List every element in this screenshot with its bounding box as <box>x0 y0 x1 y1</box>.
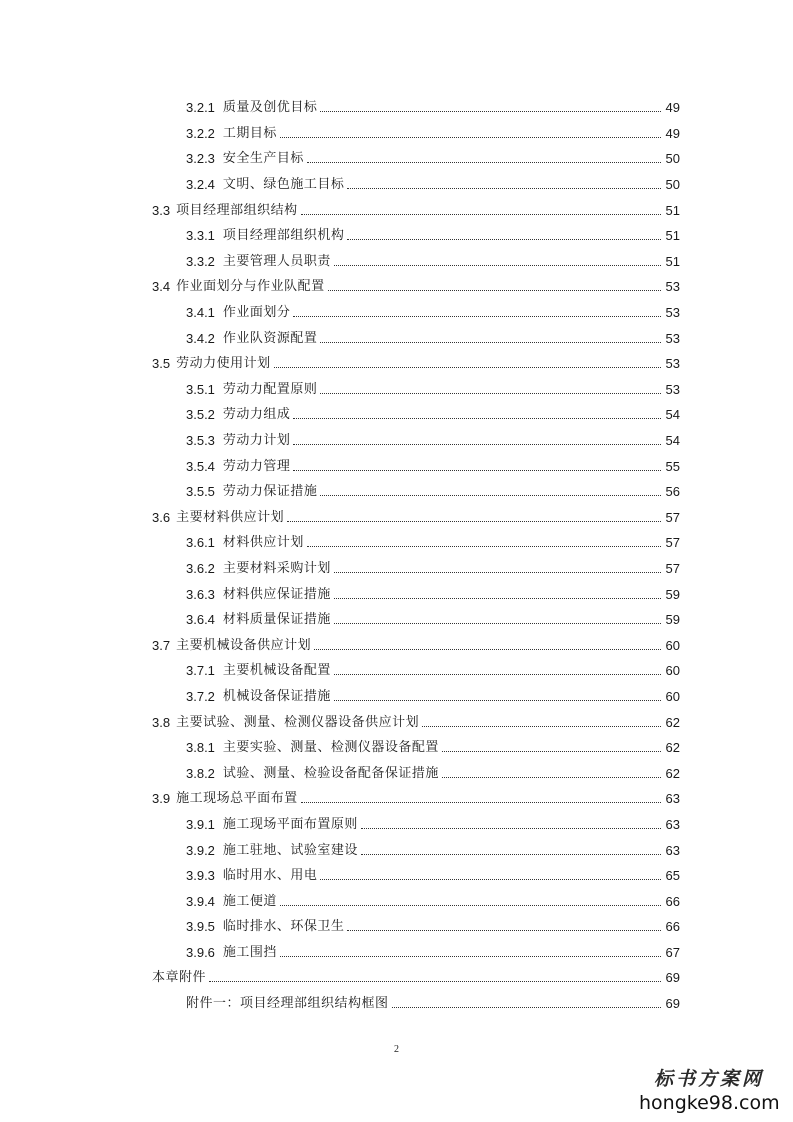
toc-entry-page: 49 <box>665 100 680 116</box>
toc-entry-number: 3.9.4 <box>186 893 215 909</box>
toc-entry-title: 作业面划分与作业队配置 <box>176 279 325 295</box>
toc-entry-page: 65 <box>665 868 680 884</box>
toc-entry-title: 项目经理部组织机构 <box>222 228 345 244</box>
toc-entry-page: 53 <box>665 305 680 321</box>
toc-entry-number: 3.5 <box>152 356 171 372</box>
toc-entry[interactable] <box>0 837 793 863</box>
dot-leader <box>301 802 661 803</box>
toc-entry-page: 51 <box>665 253 680 269</box>
toc-entry-page: 53 <box>665 279 680 295</box>
toc-entry-page: 69 <box>665 970 680 986</box>
toc-entry-number: 3.2.3 <box>186 151 215 167</box>
toc-entry-title: 施工围挡 <box>222 944 277 960</box>
toc-entry-title: 安全生产目标 <box>222 151 304 167</box>
toc-entry-title: 主要材料供应计划 <box>176 509 285 525</box>
toc-entry-number: 3.9.3 <box>186 868 215 884</box>
toc-entry-title: 主要管理人员职责 <box>222 253 331 269</box>
toc-entry-title: 本章附件 <box>152 970 207 986</box>
toc-entry-page: 57 <box>665 535 680 551</box>
toc-entry-page: 62 <box>665 765 680 781</box>
toc-entry-page: 51 <box>665 228 680 244</box>
toc-entry-title: 主要实验、测量、检测仪器设备配置 <box>222 740 439 756</box>
toc-entry[interactable] <box>0 428 793 454</box>
toc-entry-number: 3.2.1 <box>186 100 215 116</box>
dot-leader <box>328 290 661 291</box>
dot-leader <box>334 598 661 599</box>
toc-entry[interactable] <box>0 223 793 249</box>
toc-entry-page: 60 <box>665 637 680 653</box>
toc-entry[interactable] <box>0 914 793 940</box>
toc-entry-number: 3.2.2 <box>186 125 215 141</box>
toc-entry-page: 63 <box>665 842 680 858</box>
toc-entry-number: 3.9.6 <box>186 944 215 960</box>
dot-leader <box>347 188 661 189</box>
toc-entry-title: 劳动力管理 <box>222 458 291 474</box>
dot-leader <box>287 521 661 522</box>
toc-entry[interactable] <box>0 581 793 607</box>
dot-leader <box>320 879 661 880</box>
toc-entry-number: 3.5.4 <box>186 458 215 474</box>
watermark-url: hongke98.com <box>639 1092 780 1114</box>
dot-leader <box>422 726 661 727</box>
dot-leader <box>307 546 661 547</box>
dot-leader <box>392 1007 661 1008</box>
toc-entry[interactable] <box>0 888 793 914</box>
toc-entry-page: 57 <box>665 560 680 576</box>
toc-entry[interactable] <box>0 249 793 275</box>
toc-entry[interactable] <box>0 632 793 658</box>
dot-leader <box>320 111 661 112</box>
toc-entry-number: 3.6.2 <box>186 560 215 576</box>
toc-entry-title: 材料质量保证措施 <box>222 612 331 628</box>
dot-leader <box>334 674 661 675</box>
toc-entry-page: 69 <box>665 996 680 1012</box>
toc-entry[interactable] <box>0 965 793 991</box>
toc-entry-title: 作业面划分 <box>222 305 291 321</box>
toc-entry-title: 文明、绿色施工目标 <box>222 177 345 193</box>
toc-entry-page: 54 <box>665 407 680 423</box>
toc-entry-page: 60 <box>665 688 680 704</box>
toc-entry-title: 劳动力计划 <box>222 433 291 449</box>
toc-entry[interactable] <box>0 812 793 838</box>
toc-entry-number: 3.3 <box>152 202 171 218</box>
toc-entry-page: 53 <box>665 330 680 346</box>
watermark <box>639 1064 779 1114</box>
dot-leader <box>347 930 661 931</box>
watermark-title: 标书方案网 <box>653 1068 764 1090</box>
toc-entry[interactable] <box>0 786 793 812</box>
toc-entry[interactable] <box>0 607 793 633</box>
toc-entry-title: 材料供应保证措施 <box>222 586 331 602</box>
toc-entry[interactable] <box>0 684 793 710</box>
toc-entry-number: 3.9 <box>152 791 171 807</box>
toc-entry[interactable] <box>0 863 793 889</box>
toc-entry-number: 3.4.1 <box>186 305 215 321</box>
toc-entry-number: 3.6.1 <box>186 535 215 551</box>
toc-entry[interactable] <box>0 530 793 556</box>
dot-leader <box>320 393 661 394</box>
toc-entry[interactable] <box>0 274 793 300</box>
toc-entry-number: 3.6.3 <box>186 586 215 602</box>
toc-entry[interactable] <box>0 479 793 505</box>
dot-leader <box>293 444 661 445</box>
toc-entry-number: 3.5.3 <box>186 433 215 449</box>
dot-leader <box>301 214 661 215</box>
toc-entry-title: 施工现场平面布置原则 <box>222 816 358 832</box>
toc-entry[interactable] <box>0 121 793 147</box>
toc-entry-title: 主要试验、测量、检测仪器设备供应计划 <box>176 714 420 730</box>
toc-entry-number: 3.2.4 <box>186 177 215 193</box>
toc-entry[interactable] <box>0 300 793 326</box>
toc-entry-title: 临时排水、环保卫生 <box>222 919 345 935</box>
toc-entry-page: 50 <box>665 177 680 193</box>
dot-leader <box>274 367 661 368</box>
toc-entry[interactable] <box>0 402 793 428</box>
table-of-contents <box>0 95 793 1016</box>
dot-leader <box>320 342 661 343</box>
toc-entry-number: 3.3.1 <box>186 228 215 244</box>
dot-leader <box>293 316 661 317</box>
toc-entry-page: 49 <box>665 125 680 141</box>
toc-entry-number: 3.7 <box>152 637 171 653</box>
toc-entry-page: 60 <box>665 663 680 679</box>
toc-entry[interactable] <box>0 991 793 1017</box>
toc-entry[interactable] <box>0 351 793 377</box>
toc-entry-number: 3.9.2 <box>186 842 215 858</box>
toc-entry-page: 56 <box>665 484 680 500</box>
dot-leader <box>347 239 661 240</box>
toc-entry[interactable] <box>0 377 793 403</box>
toc-entry-page: 53 <box>665 381 680 397</box>
toc-entry[interactable] <box>0 940 793 966</box>
toc-entry-page: 63 <box>665 816 680 832</box>
toc-entry-number: 3.4 <box>152 279 171 295</box>
toc-entry-page: 51 <box>665 202 680 218</box>
toc-entry-page: 67 <box>665 944 680 960</box>
toc-entry-title: 试验、测量、检验设备配备保证措施 <box>222 765 439 781</box>
toc-entry[interactable] <box>0 505 793 531</box>
toc-entry[interactable] <box>0 146 793 172</box>
page-number: 2 <box>394 1044 399 1055</box>
toc-entry-number: 3.5.1 <box>186 381 215 397</box>
toc-entry-page: 57 <box>665 509 680 525</box>
toc-entry-page: 53 <box>665 356 680 372</box>
toc-entry-title: 劳动力配置原则 <box>222 381 318 397</box>
toc-entry-title: 临时用水、用电 <box>222 868 318 884</box>
dot-leader <box>209 981 661 982</box>
toc-entry-number: 3.5.2 <box>186 407 215 423</box>
toc-entry-page: 55 <box>665 458 680 474</box>
toc-entry-title: 机械设备保证措施 <box>222 688 331 704</box>
dot-leader <box>442 751 661 752</box>
toc-entry-title: 主要材料采购计划 <box>222 560 331 576</box>
toc-entry-title: 材料供应计划 <box>222 535 304 551</box>
dot-leader <box>280 956 661 957</box>
toc-entry-title: 劳动力保证措施 <box>222 484 318 500</box>
toc-entry-title: 作业队资源配置 <box>222 330 318 346</box>
toc-entry-page: 59 <box>665 612 680 628</box>
toc-entry-number: 3.8 <box>152 714 171 730</box>
dot-leader <box>293 418 661 419</box>
dot-leader <box>361 828 661 829</box>
toc-entry[interactable] <box>0 172 793 198</box>
toc-entry-page: 59 <box>665 586 680 602</box>
toc-entry-title: 附件一：项目经理部组织结构框图 <box>186 996 389 1012</box>
toc-entry[interactable] <box>0 658 793 684</box>
toc-entry-title: 施工便道 <box>222 893 277 909</box>
toc-entry-page: 50 <box>665 151 680 167</box>
toc-entry-page: 62 <box>665 714 680 730</box>
dot-leader <box>320 495 661 496</box>
toc-entry-title: 质量及创优目标 <box>222 100 318 116</box>
toc-entry-page: 63 <box>665 791 680 807</box>
dot-leader <box>361 854 661 855</box>
toc-entry-number: 3.3.2 <box>186 253 215 269</box>
toc-entry-number: 3.8.2 <box>186 765 215 781</box>
toc-entry-number: 3.5.5 <box>186 484 215 500</box>
dot-leader <box>442 777 661 778</box>
dot-leader <box>280 905 661 906</box>
toc-entry-number: 3.7.2 <box>186 688 215 704</box>
toc-entry[interactable] <box>0 556 793 582</box>
dot-leader <box>334 700 661 701</box>
toc-entry[interactable] <box>0 453 793 479</box>
toc-entry-number: 3.4.2 <box>186 330 215 346</box>
toc-entry[interactable] <box>0 709 793 735</box>
toc-entry-title: 工期目标 <box>222 125 277 141</box>
toc-entry[interactable] <box>0 325 793 351</box>
toc-entry-title: 劳动力使用计划 <box>176 356 271 372</box>
dot-leader <box>334 623 661 624</box>
toc-entry[interactable] <box>0 735 793 761</box>
toc-entry-page: 62 <box>665 740 680 756</box>
toc-entry-title: 施工现场总平面布置 <box>176 791 298 807</box>
toc-entry-title: 主要机械设备配置 <box>222 663 331 679</box>
toc-entry-number: 3.9.5 <box>186 919 215 935</box>
dot-leader <box>314 649 661 650</box>
dot-leader <box>334 265 661 266</box>
toc-entry-number: 3.9.1 <box>186 816 215 832</box>
toc-entry-title: 主要机械设备供应计划 <box>176 637 312 653</box>
toc-entry[interactable] <box>0 760 793 786</box>
toc-entry-page: 66 <box>665 893 680 909</box>
toc-entry[interactable] <box>0 197 793 223</box>
dot-leader <box>293 470 661 471</box>
dot-leader <box>334 572 661 573</box>
toc-entry-page: 54 <box>665 433 680 449</box>
toc-entry-number: 3.6.4 <box>186 612 215 628</box>
toc-entry-title: 项目经理部组织结构 <box>176 202 298 218</box>
toc-entry-number: 3.6 <box>152 509 171 525</box>
toc-entry-page: 66 <box>665 919 680 935</box>
toc-entry[interactable] <box>0 95 793 121</box>
toc-entry-number: 3.7.1 <box>186 663 215 679</box>
dot-leader <box>280 137 661 138</box>
toc-entry-number: 3.8.1 <box>186 740 215 756</box>
toc-entry-title: 施工驻地、试验室建设 <box>222 842 358 858</box>
toc-entry-title: 劳动力组成 <box>222 407 291 423</box>
dot-leader <box>307 162 661 163</box>
